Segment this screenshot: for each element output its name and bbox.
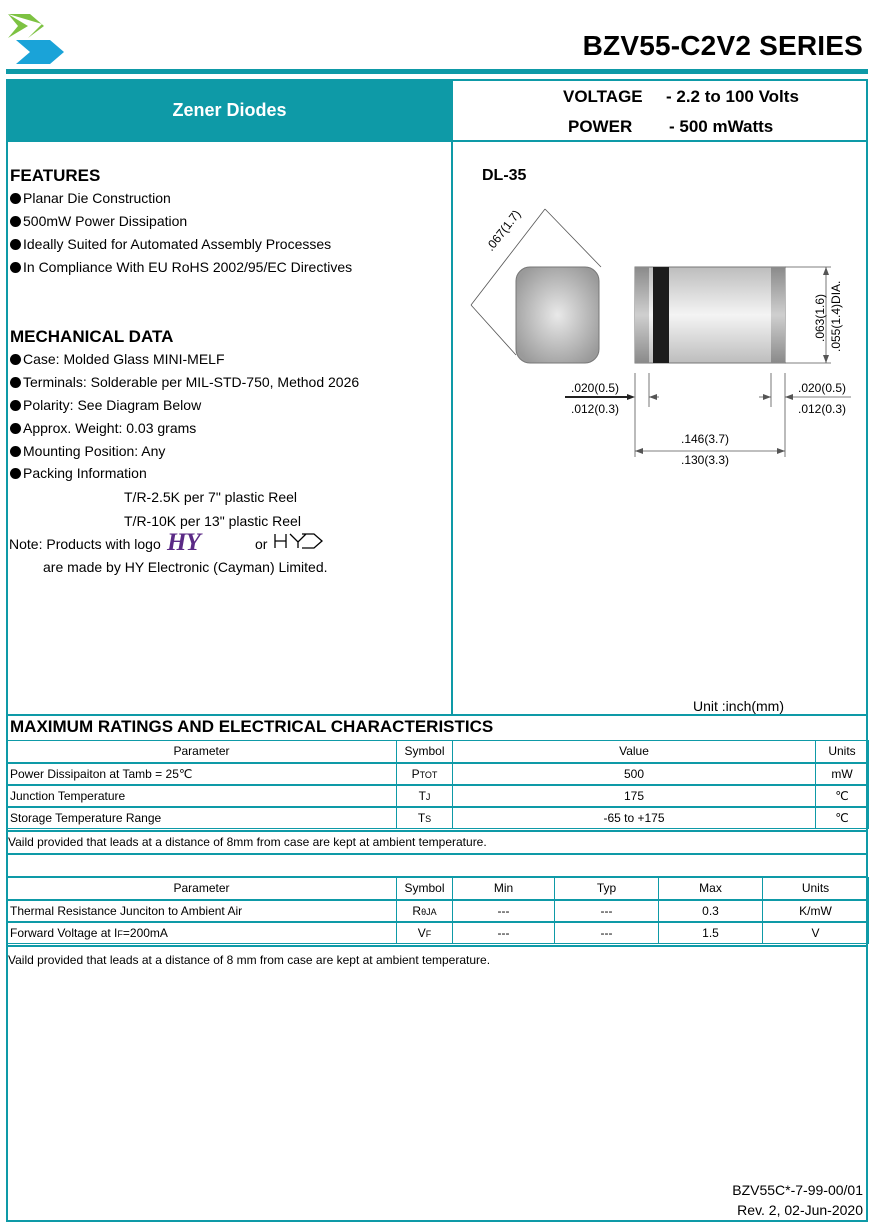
unit-note: Unit :inch(mm)	[693, 698, 785, 714]
table-header-row	[7, 878, 869, 900]
dim-diameter-min: .055(1.4)DIA.	[829, 280, 843, 352]
mechanical-item: Terminals: Solderable per MIL-STD-750, Method 2026	[10, 374, 359, 390]
units-cell: ℃	[816, 785, 869, 807]
feature-item: 500mW Power Dissipation	[10, 213, 187, 229]
param-cell: Forward Voltage at IF=200mA	[7, 922, 397, 944]
bullet-icon	[10, 354, 21, 365]
typ-cell: ---	[555, 922, 659, 944]
product-type-band	[6, 79, 453, 142]
packing-line: T/R-2.5K per 7" plastic Reel	[124, 489, 298, 505]
dim-diagonal: .067(1.7)	[483, 207, 524, 254]
voltage-label: VOLTAGE	[563, 87, 643, 106]
typ-cell: ---	[555, 900, 659, 922]
feature-item: Planar Die Construction	[10, 190, 171, 206]
min-cell: ---	[453, 900, 555, 922]
col-header: Max	[659, 878, 763, 900]
bullet-icon	[10, 262, 21, 273]
col-header: Parameter	[7, 878, 397, 900]
col-header: Symbol	[397, 878, 453, 900]
header-rule	[6, 69, 868, 74]
dim-length-min: .130(3.3)	[681, 453, 730, 467]
dim-diameter-max: .063(1.6)	[813, 293, 827, 342]
units-cell: mW	[816, 763, 869, 785]
product-type: Zener Diodes	[172, 100, 287, 120]
note-suffix: are made by HY Electronic (Cayman) Limited.	[43, 559, 328, 575]
alt-logo-icon	[272, 528, 324, 554]
symbol-cell: PTOT	[397, 763, 453, 785]
col-header: Units	[763, 878, 869, 900]
mechanical-item: Packing Information	[10, 465, 147, 481]
bullet-icon	[10, 239, 21, 250]
dim-length-max: .146(3.7)	[681, 432, 730, 446]
page-title: BZV55-C2V2 SERIES	[582, 30, 863, 61]
voltage-value: - 2.2 to 100 Volts	[666, 87, 799, 106]
header-divider	[6, 140, 868, 142]
param-cell: Storage Temperature Range	[7, 807, 397, 829]
table-row	[7, 900, 869, 922]
table-row	[7, 922, 869, 944]
col-header: Typ	[555, 878, 659, 900]
dim-lead-left-min: .012(0.3)	[571, 402, 620, 416]
dim-lead-right-max: .020(0.5)	[798, 381, 847, 395]
value-cell: -65 to +175	[453, 807, 816, 829]
row-divider	[6, 830, 868, 832]
col-header: Parameter	[7, 741, 397, 763]
mechanical-heading: MECHANICAL DATA	[10, 327, 174, 346]
packing-line: T/R-10K per 13" plastic Reel	[124, 513, 301, 529]
max-cell: 0.3	[659, 900, 763, 922]
bullet-icon	[10, 423, 21, 434]
note-prefix: Note: Products with logo	[9, 536, 161, 552]
ratings-table	[6, 740, 869, 829]
value-cell: 175	[453, 785, 816, 807]
mechanical-item: Polarity: See Diagram Below	[10, 397, 201, 413]
symbol-cell: VF	[397, 922, 453, 944]
features-heading: FEATURES	[10, 166, 101, 185]
section-divider	[6, 714, 868, 716]
col-header: Units	[816, 741, 869, 763]
characteristics-note: Vaild provided that leads at a distance of 8 mm from case are kept at ambient temperature.	[8, 953, 491, 967]
package-name: DL-35	[482, 167, 527, 184]
units-cell: ℃	[816, 807, 869, 829]
ratings-heading: MAXIMUM RATINGS AND ELECTRICAL CHARACTERISTICS	[10, 717, 494, 736]
param-cell: Thermal Resistance Junciton to Ambient Air	[7, 900, 397, 922]
hy-logo: HY	[167, 529, 200, 556]
dim-lead-left-max: .020(0.5)	[571, 381, 620, 395]
mechanical-item: Case: Molded Glass MINI-MELF	[10, 351, 225, 367]
symbol-cell: TS	[397, 807, 453, 829]
row-divider	[6, 853, 868, 855]
col-header: Symbol	[397, 741, 453, 763]
note-or: or	[255, 536, 268, 552]
bullet-icon	[10, 377, 21, 388]
power-label: POWER	[568, 117, 633, 136]
bullet-icon	[10, 400, 21, 411]
param-cell: Power Dissipaiton at Tamb = 25℃	[7, 763, 397, 785]
characteristics-table	[6, 877, 869, 944]
param-cell: Junction Temperature	[7, 785, 397, 807]
col-header: Min	[453, 878, 555, 900]
package-outline-drawing	[453, 195, 867, 485]
feature-item: In Compliance With EU RoHS 2002/95/EC Directives	[10, 259, 352, 275]
bullet-icon	[10, 468, 21, 479]
col-header: Value	[453, 741, 816, 763]
table-header-row	[7, 741, 869, 763]
bullet-icon	[10, 216, 21, 227]
row-divider	[6, 945, 868, 947]
max-cell: 1.5	[659, 922, 763, 944]
power-value: - 500 mWatts	[669, 117, 774, 136]
units-cell: K/mW	[763, 900, 869, 922]
mechanical-item: Approx. Weight: 0.03 grams	[10, 420, 196, 436]
min-cell: ---	[453, 922, 555, 944]
symbol-cell: RθJA	[397, 900, 453, 922]
ratings-note: Vaild provided that leads at a distance of 8mm from case are kept at ambient temperature.	[8, 835, 487, 849]
feature-item: Ideally Suited for Automated Assembly Processes	[10, 236, 331, 252]
units-cell: V	[763, 922, 869, 944]
table-row	[7, 785, 869, 807]
mechanical-item: Mounting Position: Any	[10, 443, 165, 459]
dim-lead-right-min: .012(0.3)	[798, 402, 847, 416]
bullet-icon	[10, 193, 21, 204]
revision-date: Rev. 2, 02-Jun-2020	[737, 1202, 863, 1218]
table-row	[7, 807, 869, 829]
symbol-cell: TJ	[397, 785, 453, 807]
document-number: BZV55C*-7-99-00/01	[732, 1182, 863, 1198]
table-row	[7, 763, 869, 785]
bullet-icon	[10, 446, 21, 457]
company-logo-icon	[6, 12, 64, 68]
value-cell: 500	[453, 763, 816, 785]
